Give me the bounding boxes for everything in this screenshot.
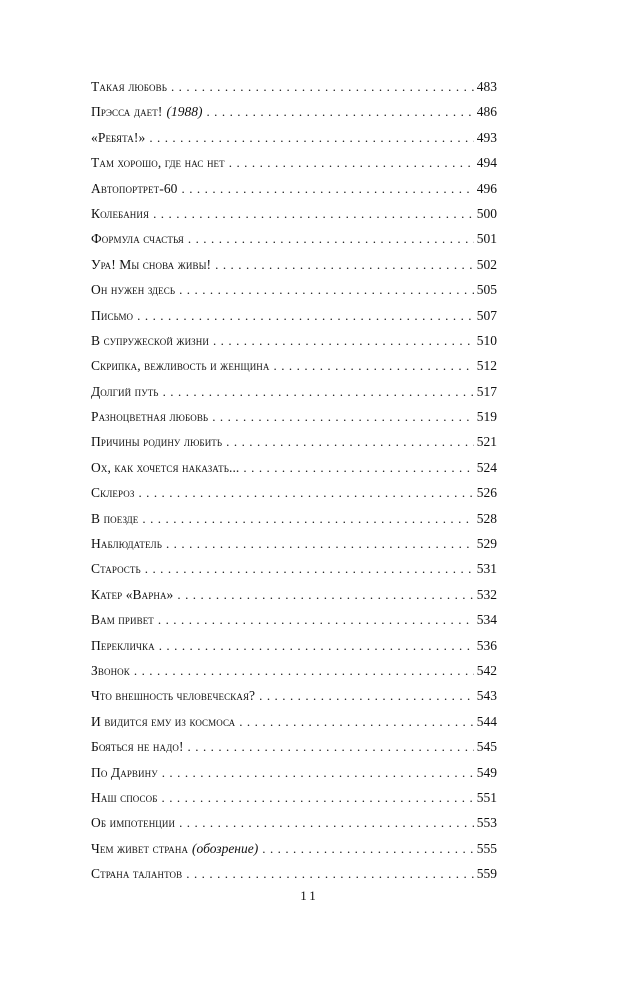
dot-leader [206,99,473,124]
toc-entry [91,404,497,429]
dot-leader [243,455,473,480]
toc-entry-title: Ура! Мы снова живы! [91,256,212,272]
dot-leader [149,125,473,150]
toc-entry [91,531,497,556]
toc-entry [91,303,497,328]
dot-leader [159,633,474,658]
toc-entry-page: 521 [476,434,497,450]
toc-entry-note: (1988) [166,104,203,120]
toc-entry [91,760,497,785]
dot-leader [262,836,474,861]
toc-entry-title: Причины родину любить [91,434,223,450]
dot-leader [179,277,474,302]
toc-entry-page: 486 [476,104,497,120]
dot-leader [212,404,474,429]
toc-entry-title: Страна талантов [91,866,183,882]
toc-entry-title: Наблюдатель [91,536,162,552]
toc-entry [91,429,497,454]
toc-entry-page: 493 [476,129,497,145]
toc-entry-title: Формула счастья [91,231,184,247]
toc-entry-page: 536 [476,637,497,653]
page-number: 11 [300,888,319,903]
toc-entry-title: Колебания [91,205,150,221]
toc-entry-title: Ох, как хочется наказать... [91,459,240,475]
dot-leader [186,861,473,886]
dot-leader [166,531,474,556]
toc-entry-page: 529 [476,536,497,552]
toc-entry-page: 542 [476,662,497,678]
toc-entry [91,252,497,277]
toc-entry-title: Прэсса дает! [91,104,163,120]
toc-entry-page: 549 [476,764,497,780]
toc-entry-title: Такая любовь [91,79,167,94]
toc-entry [91,74,497,99]
dot-leader [138,480,473,505]
toc-entry [91,734,497,759]
toc-entry-title: Скрипка, вежливость и женщина [91,358,270,374]
toc-entry-title: Бояться не надо! [91,739,184,755]
toc-entry-title: Разноцветная любовь [91,409,209,425]
toc-entry [91,455,497,480]
dot-leader [153,201,474,226]
dot-leader [134,658,474,683]
dot-leader [171,74,474,99]
dot-leader [259,683,474,708]
toc-entry-page: 510 [476,332,497,348]
toc-entry-title: Вам привет [91,612,154,628]
toc-entry-title: Склероз [91,485,135,501]
dot-leader [274,353,474,378]
dot-leader [188,226,474,251]
toc-entry [91,633,497,658]
dot-leader [215,252,474,277]
toc-entry [91,582,497,607]
toc-entry-page: 501 [476,231,497,247]
toc-entry-page: 559 [476,866,497,882]
toc-entry [91,99,497,124]
toc-entry-title: И видится ему из космоса [91,713,236,729]
dot-leader [179,810,474,835]
toc-entry-title: Он нужен здесь [91,282,176,298]
toc-entry-title: Об импотенции [91,815,176,831]
toc-entry [91,810,497,835]
toc-entry-page: 545 [476,739,497,755]
toc-entry-title: По Дарвину [91,764,158,780]
toc-entry-page: 544 [476,713,497,729]
toc-entry [91,785,497,810]
dot-leader [177,582,473,607]
toc-entry-page: 534 [476,612,497,628]
toc-entry-page: 531 [476,561,497,577]
toc-entry-title: В поезде [91,510,139,526]
dot-leader [163,379,474,404]
toc-entry-page: 528 [476,510,497,526]
toc-entry [91,353,497,378]
toc-entry [91,201,497,226]
dot-leader [182,176,474,201]
toc-entry-page: 502 [476,256,497,272]
toc-entry [91,150,497,175]
dot-leader [142,506,473,531]
toc-entry [91,328,497,353]
dot-leader [158,607,474,632]
toc-entry-page: 494 [476,155,497,171]
table-of-contents [91,74,497,887]
dot-leader [137,303,474,328]
toc-entry-title: Звонок [91,662,130,678]
toc-entry [91,556,497,581]
dot-leader [226,429,474,454]
toc-entry [91,480,497,505]
toc-entry-page: 553 [476,815,497,831]
toc-entry [91,861,497,886]
dot-leader [162,785,474,810]
toc-entry-note: (обозрение) [192,840,259,856]
toc-entry-title: Чем живет страна [91,840,189,856]
toc-entry-title: Долгий путь [91,383,159,399]
toc-entry-title: В супружеской жизни [91,332,209,348]
toc-entry [91,277,497,302]
toc-entry-title: Там хорошо, где нас нет [91,155,225,171]
dot-leader [229,150,474,175]
toc-entry [91,176,497,201]
toc-entry-title: Катер «Варна» [91,586,174,602]
dot-leader [188,734,474,759]
toc-entry-page: 496 [476,180,497,196]
toc-entry-title: Старость [91,561,141,577]
toc-entry-title: Наш способ [91,789,158,805]
toc-entry-title: Автопортрет-60 [91,180,178,196]
toc-entry [91,709,497,734]
dot-leader [145,556,474,581]
toc-entry [91,683,497,708]
toc-entry-title: «Ребята!» [91,129,146,145]
toc-entry-page: 500 [476,205,497,221]
toc-entry-page: 483 [476,79,497,94]
toc-entry-page: 532 [476,586,497,602]
toc-entry-page: 543 [476,688,497,704]
toc-entry-title: Что внешность человеческая? [91,688,256,704]
toc-entry [91,226,497,251]
dot-leader [213,328,474,353]
toc-entry [91,125,497,150]
toc-entry-page: 505 [476,282,497,298]
toc-entry [91,506,497,531]
toc-entry [91,658,497,683]
toc-entry-page: 524 [476,459,497,475]
toc-entry-page: 512 [476,358,497,374]
toc-entry-page: 507 [476,307,497,323]
toc-entry-title: Перекличка [91,637,155,653]
toc-entry-page: 551 [476,789,497,805]
toc-entry [91,379,497,404]
dot-leader [162,760,474,785]
toc-entry-page: 555 [476,840,497,856]
toc-entry-page: 517 [476,383,497,399]
toc-entry-title: Письмо [91,307,134,323]
dot-leader [239,709,474,734]
toc-entry-page: 519 [476,409,497,425]
toc-entry-page: 526 [476,485,497,501]
toc-entry [91,607,497,632]
toc-entry [91,836,497,861]
